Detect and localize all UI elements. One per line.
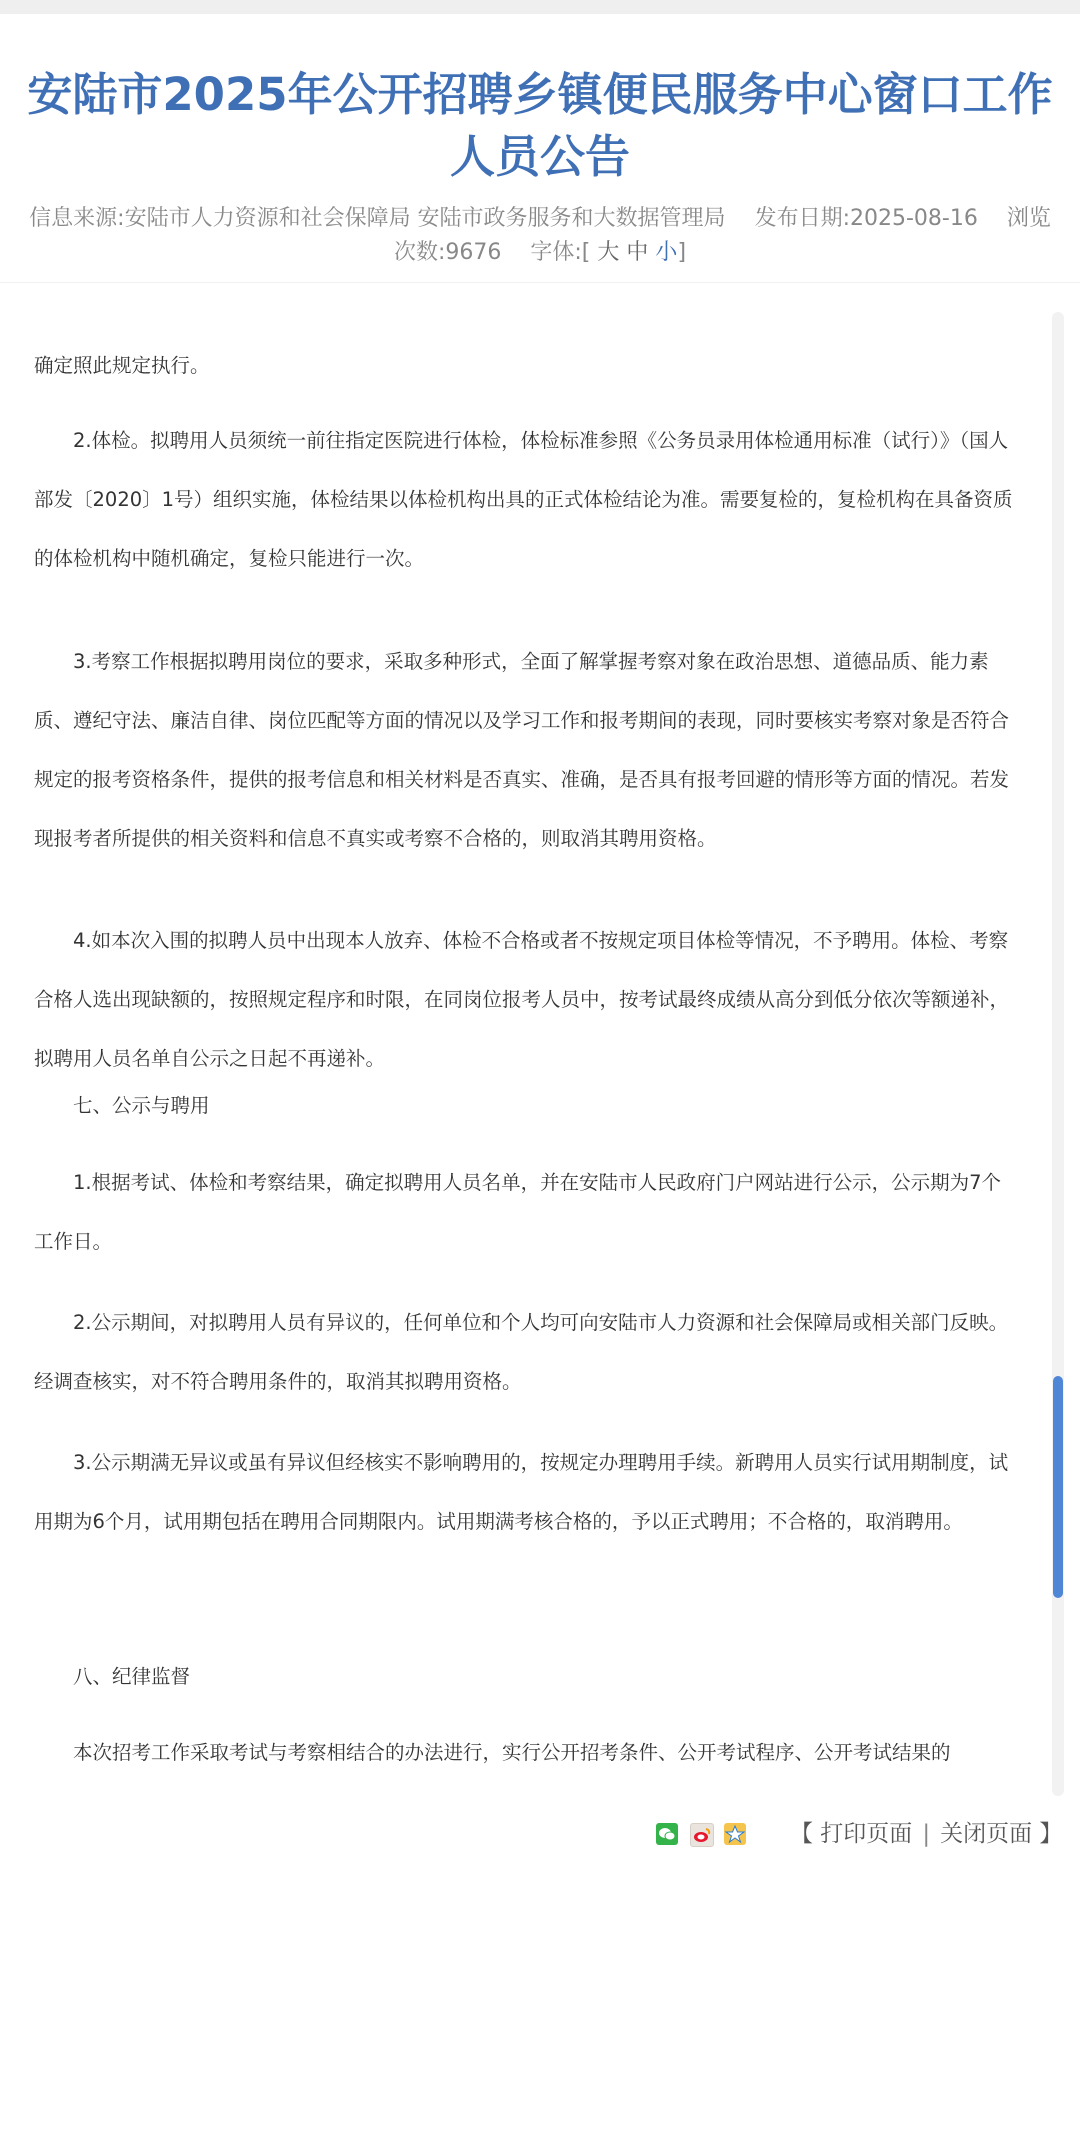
qzone-icon[interactable]: [724, 1823, 746, 1845]
article-header: [0, 14, 1080, 283]
wechat-icon[interactable]: [656, 1823, 678, 1845]
scrollbar-thumb[interactable]: [1053, 1376, 1063, 1598]
weibo-icon[interactable]: [690, 1823, 714, 1847]
views-value: 9676: [445, 240, 502, 265]
close-page-link[interactable]: 关闭页面 】: [940, 1821, 1063, 1847]
article-paragraph: 本次招考工作采取考试与考察相结合的办法进行，实行公开招考条件、公开考试程序、公开考试结果的: [73, 1741, 951, 1764]
font-size-medium-link[interactable]: 中: [626, 240, 649, 265]
browser-top-bar: [0, 0, 1080, 14]
article-paragraph: 3.公示期满无异议或虽有异议但经核实不影响聘用的，按规定办理聘用手续。新聘用人员实行试用期制度，试用期为6个月，试用期包括在聘用合同期限内。试用期满考核合格的，予以正式聘用；不合格的，取消聘用。: [34, 1451, 1009, 1533]
footer-links: [790, 1817, 1062, 1851]
font-size-small-link[interactable]: 小: [655, 240, 678, 265]
article-title: [10, 64, 1070, 188]
section-heading-publicity: 七、公示与聘用: [73, 1094, 210, 1117]
article-footer: [0, 1812, 1080, 1862]
article-title-line2: 人员公告: [449, 130, 630, 183]
article-paragraph: 1.根据考试、体检和考察结果，确定拟聘用人员名单，并在安陆市人民政府门户网站进行公示，公示期为7个工作日。: [34, 1171, 1002, 1253]
date-value: 2025-08-16: [849, 206, 978, 231]
article-paragraph: 3.考察工作根据拟聘用岗位的要求，采取多种形式，全面了解掌握考察对象在政治思想、道德品质、能力素质、遵纪守法、廉洁自律、岗位匹配等方面的情况以及学习工作和报考期间的表现，同时要核实考察对象是否符合规定的报考资格条件，提供的报考信息和相关材料是否真实、准确，是否具有报考回避的情形等方面的情况。若发现报考者所提供的相关资料和信息不真实或考察不合格的，则取消其聘用资格。: [34, 650, 1010, 850]
print-page-link[interactable]: 【 打印页面: [790, 1821, 913, 1847]
article-title-line1: 安陆市2025年公开招聘乡镇便民服务中心窗口工作: [27, 68, 1053, 121]
font-size-bracket-close: ]: [677, 240, 687, 265]
font-size-bracket-open: [: [581, 240, 591, 265]
article-paragraph: 确定照此规定执行。: [34, 354, 210, 377]
font-size-label: 字体:: [530, 240, 582, 265]
footer-separator: |: [922, 1821, 931, 1847]
article-paragraph: 4.如本次入围的拟聘人员中出现本人放弃、体检不合格或者不按规定项目体检等情况，不予聘用。体检、考察合格人选出现缺额的，按照规定程序和时限，在同岗位报考人员中，按考试最终成绩从高分到低分依次等额递补，拟聘用人员名单自公示之日起不再递补。: [34, 929, 1010, 1070]
article-body[interactable]: [0, 300, 1052, 1796]
article-meta: [20, 202, 1060, 270]
source-label: 信息来源:: [29, 206, 125, 231]
section-heading-discipline: 八、纪律监督: [73, 1665, 191, 1688]
date-label: 发布日期:: [754, 206, 850, 231]
article-paragraph: 2.公示期间，对拟聘用人员有异议的，任何单位和个人均可向安陆市人力资源和社会保障局或相关部门反映。经调查核实，对不符合聘用条件的，取消其拟聘用资格。: [34, 1311, 1009, 1393]
article-paragraph: 2.体检。拟聘用人员须统一前往指定医院进行体检，体检标准参照《公务员录用体检通用标准（试行）》（国人部发〔2020〕1号）组织实施，体检结果以体检机构出具的正式体检结论为准。需要复检的，复检机构在具备资质的体检机构中随机确定，复检只能进行一次。: [34, 429, 1013, 570]
font-size-large-link[interactable]: 大: [597, 240, 620, 265]
views-label: 浏览次数:: [393, 206, 1051, 265]
source-value: 安陆市人力资源和社会保障局 安陆市政务服务和大数据管理局: [124, 206, 726, 231]
